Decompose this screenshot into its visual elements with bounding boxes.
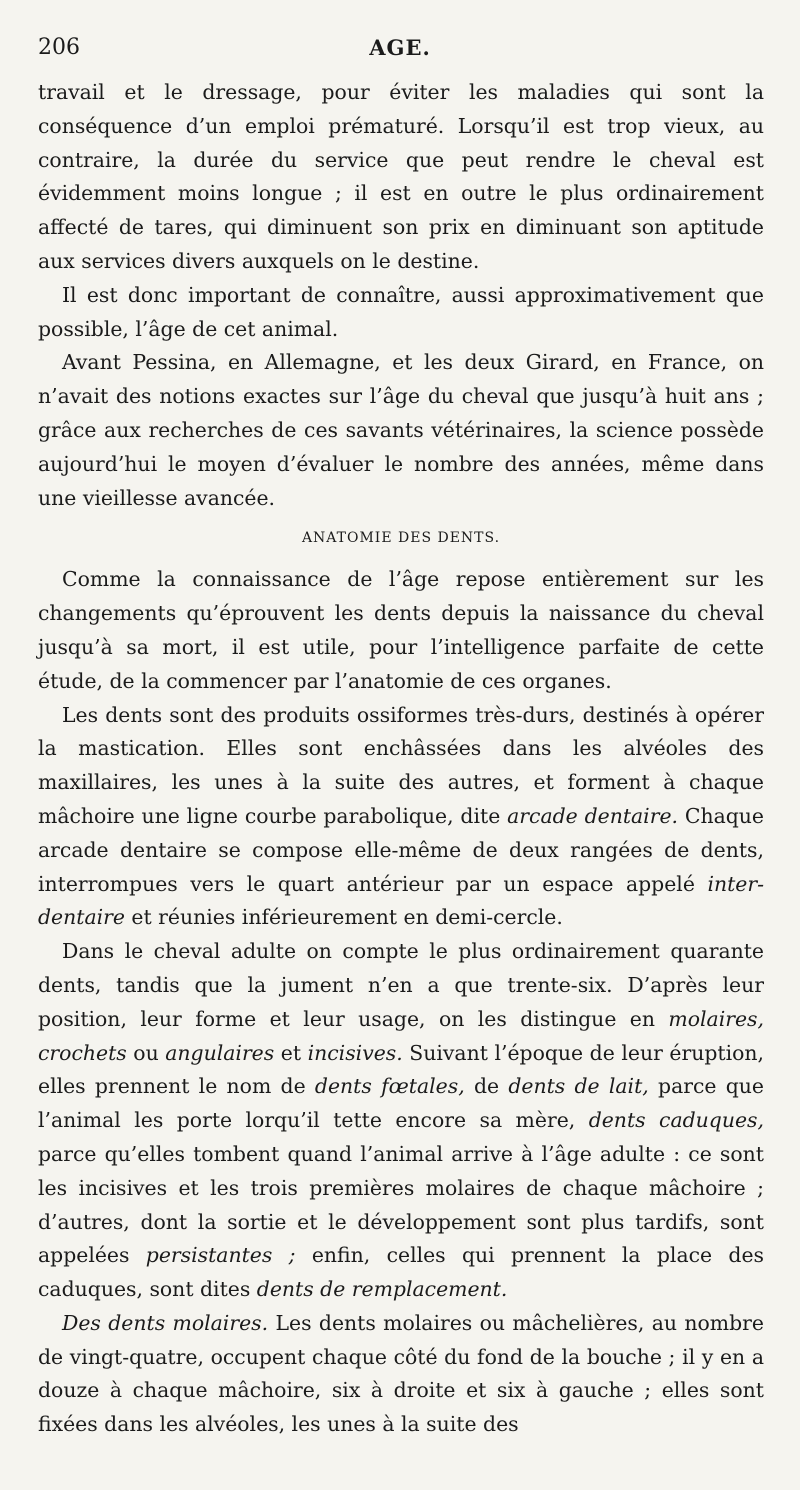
paragraph-teeth-definition xyxy=(38,699,764,936)
text-run: Suivant l’époque de leur éruption, elles prennent le nom de xyxy=(38,1040,764,1099)
text-run: parce qu’elles tombent quand l’animal arrive à l’âge adulte : ce sont les incisives et les trois premières molaires de chaque mâchoire ; d’autres, dont la sortie et le développement sont plus tardifs, sont appelées xyxy=(38,1141,764,1268)
page-body xyxy=(38,76,764,1442)
term-angulaires: angulaires xyxy=(165,1040,275,1065)
section-heading: ANATOMIE DES DENTS. xyxy=(301,530,501,547)
text-run: et xyxy=(274,1040,308,1065)
text-run: de xyxy=(464,1074,509,1099)
paragraph-importance: Il est donc important de connaître, aussi approximativement que possible, l’âge de cet animal. xyxy=(38,282,764,341)
text-run: Dans le cheval adulte on compte le plus ordinairement quarante dents, tandis que la jument n’en a que trente-six. D’après leur position, leur forme et leur usage, on les distingue en xyxy=(38,939,764,1031)
paragraph-continuation: travail et le dressage, pour éviter les maladies qui sont la conséquence d’un emploi prématuré. Lorsqu’il est trop vieux, au contraire, la durée du service que peut rendre le cheval est évidemment moins longue ; il est en outre le plus ordinairement affecté de tares, qui diminuent son prix en diminuant son aptitude aux services divers auxquels on le destine. xyxy=(38,80,764,273)
text-run: Les dents molaires ou mâchelières, au nombre de vingt-quatre, occupent chaque côté du fond de la bouche ; il y en a douze à chaque mâchoire, six à droite et six à gauche ; elles sont fixées dans les alvéoles, les unes à la suite des xyxy=(38,1310,765,1437)
term-molaires-crochets: molaires, crochets xyxy=(38,1006,764,1065)
text-run: et réunies inférieurement en demi-cercle. xyxy=(124,905,563,930)
paragraph-molars xyxy=(38,1307,764,1442)
term-persistantes: persistantes ; xyxy=(145,1243,296,1268)
text-run: ou xyxy=(126,1040,166,1065)
text-run: enfin, celles qui prennent la place des caduques, sont dites xyxy=(38,1243,764,1302)
term-dents-molaires: Des dents molaires. xyxy=(62,1310,269,1335)
term-dents-caduques: dents caduques, xyxy=(588,1108,764,1133)
term-dents-foetales: dents fœtales, xyxy=(314,1074,465,1099)
text-run: parce que l’animal les porte lorqu’il tette encore sa mère, xyxy=(38,1074,764,1133)
page-header xyxy=(38,30,762,66)
term-arcade-dentaire: arcade dentaire. xyxy=(507,803,678,828)
paragraph-intro-anatomy: Comme la connaissance de l’âge repose entièrement sur les changements qu’éprouvent les dents depuis la naissance du cheval jusqu’à sa mort, il est utile, pour l’intelligence parfaite de cette étude, de la commencer par l’anatomie de ces organes. xyxy=(38,567,764,693)
term-dents-de-lait: dents de lait, xyxy=(508,1074,649,1099)
page-number: 206 xyxy=(38,35,80,60)
term-dents-de-remplacement: dents de remplacement. xyxy=(256,1277,508,1302)
paragraph-history: Avant Pessina, en Allemagne, et les deux Girard, en France, on n’avait des notions exactes sur l’âge du cheval que jusqu’à huit ans ; grâce aux recherches de ces savants vétérinaires, la science possède aujourd’hui le moyen d’évaluer le nombre des années, même dans une vieillesse avancée. xyxy=(38,350,764,510)
term-incisives: incisives. xyxy=(307,1040,403,1065)
text-run: Chaque arcade dentaire se compose elle-même de deux rangées de dents, interrompues vers le quart antérieur par un espace appelé xyxy=(38,803,764,896)
text-run: Les dents sont des produits ossiformes très-durs, destinés à opérer la mastication. Elles sont enchâssées dans les alvéoles des maxillaires, les unes à la suite des autres, et forment à chaque mâchoire une ligne courbe parabolique, dite xyxy=(38,702,764,828)
paragraph-teeth-count xyxy=(38,935,764,1307)
term-inter-dentaire: inter-dentaire xyxy=(38,871,764,930)
running-title: AGE. xyxy=(369,35,431,60)
